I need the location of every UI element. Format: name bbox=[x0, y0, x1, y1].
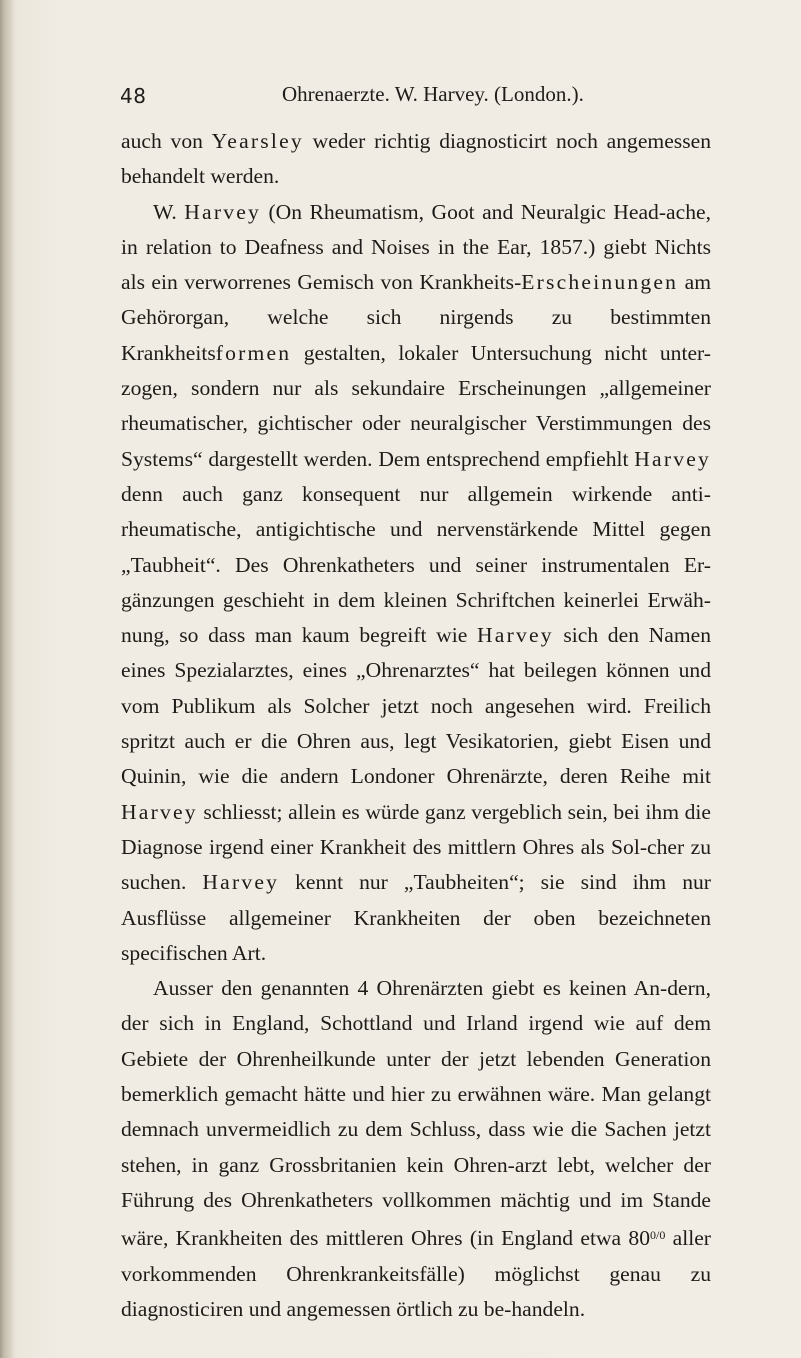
spaced-name: Erscheinungen bbox=[521, 270, 679, 295]
paragraph-2: W. Harvey (On Rheumatism, Goot and Neuralgic Head-ache, in relation to Deafness and Noises in the Ear, 1857.) giebt Nichts als ein verworrenes Gemisch von Krankheits-Erscheinungen am Gehörorgan, welche sich nirgends zu bestimmten Krankheitsformen gestalten, lokaler Untersuchung nicht unter-zogen, sondern nur als sekundaire Erscheinungen „allgemeiner rheumatischer, gichtischer oder neuralgischer Verstimmungen des Systems“ dargestellt werden. Dem entsprechend empfiehlt Harvey denn auch ganz konsequent nur allgemein wirkende anti-rheumatische, antigichtische und nervenstärkende Mittel gegen „Taubheit“. Des Ohrenkatheters und seiner instrumentalen Er-gänzungen geschieht in dem kleinen Schriftchen keinerlei Erwäh-nung, so dass man kaum begreift wie Harvey sich den Namen eines Spezialarztes, eines „Ohrenarztes“ hat beilegen können und vom Publikum als Solcher jetzt noch angesehen wird. Freilich spritzt auch er die Ohren aus, legt Vesikatorien, giebt Eisen und Quinin, wie die andern Londoner Ohrenärzte, deren Reihe mit Harvey schliesst; allein es würde ganz vergeblich sein, bei ihm die Diagnose irgend einer Krankheit des mittlern Ohres als Sol-cher zu suchen. Harvey kennt nur „Taubheiten“; sie sind ihm nur Ausflüsse allgemeiner Krankheiten der oben bezeichneten specifischen Art. bbox=[121, 199, 711, 965]
page-binding-edge bbox=[0, 0, 14, 1358]
percent-sign: 0/0 bbox=[650, 1228, 666, 1243]
paragraph-1: auch von Yearsley weder richtig diagnosticirt noch angemessen behandelt werden. bbox=[121, 129, 711, 189]
spaced-name: Harvey bbox=[476, 623, 554, 648]
spaced-name: Harvey bbox=[121, 799, 198, 824]
spaced-name: Harvey bbox=[184, 199, 261, 224]
page-number: 48 bbox=[120, 84, 147, 108]
running-title: Ohrenaerzte. W. Harvey. (London.). bbox=[282, 82, 584, 106]
spaced-name: Harvey bbox=[202, 870, 280, 895]
spaced-name: formen bbox=[215, 340, 292, 365]
page-header bbox=[120, 78, 720, 112]
paragraph-3: Ausser den genannten 4 Ohrenärzten giebt es keinen An-dern, der sich in England, Schottland und Irland irgend wie auf dem Gebiete der Ohrenheilkunde unter der jetzt lebenden Generation bemerklich gemacht hätte und hier zu erwähnen wäre. Man gelangt demnach unvermeidlich zu dem Schluss, dass wie die Sachen jetzt stehen, in ganz Grossbritanien kein Ohren-arzt lebt, welcher der Führung des Ohrenkatheters vollkommen mächtig und im Stande wäre, Krankheiten des mittleren Ohres (in England etwa $80^{0/0}$ aller vorkommenden Ohrenkrankeitsfälle) möglichst genau zu diagnosticiren und angemessen örtlich zu be-handeln. bbox=[121, 976, 711, 1321]
body-text bbox=[121, 124, 711, 1327]
spaced-name: Yearsley bbox=[211, 129, 304, 153]
spaced-name: Harvey bbox=[634, 446, 711, 471]
